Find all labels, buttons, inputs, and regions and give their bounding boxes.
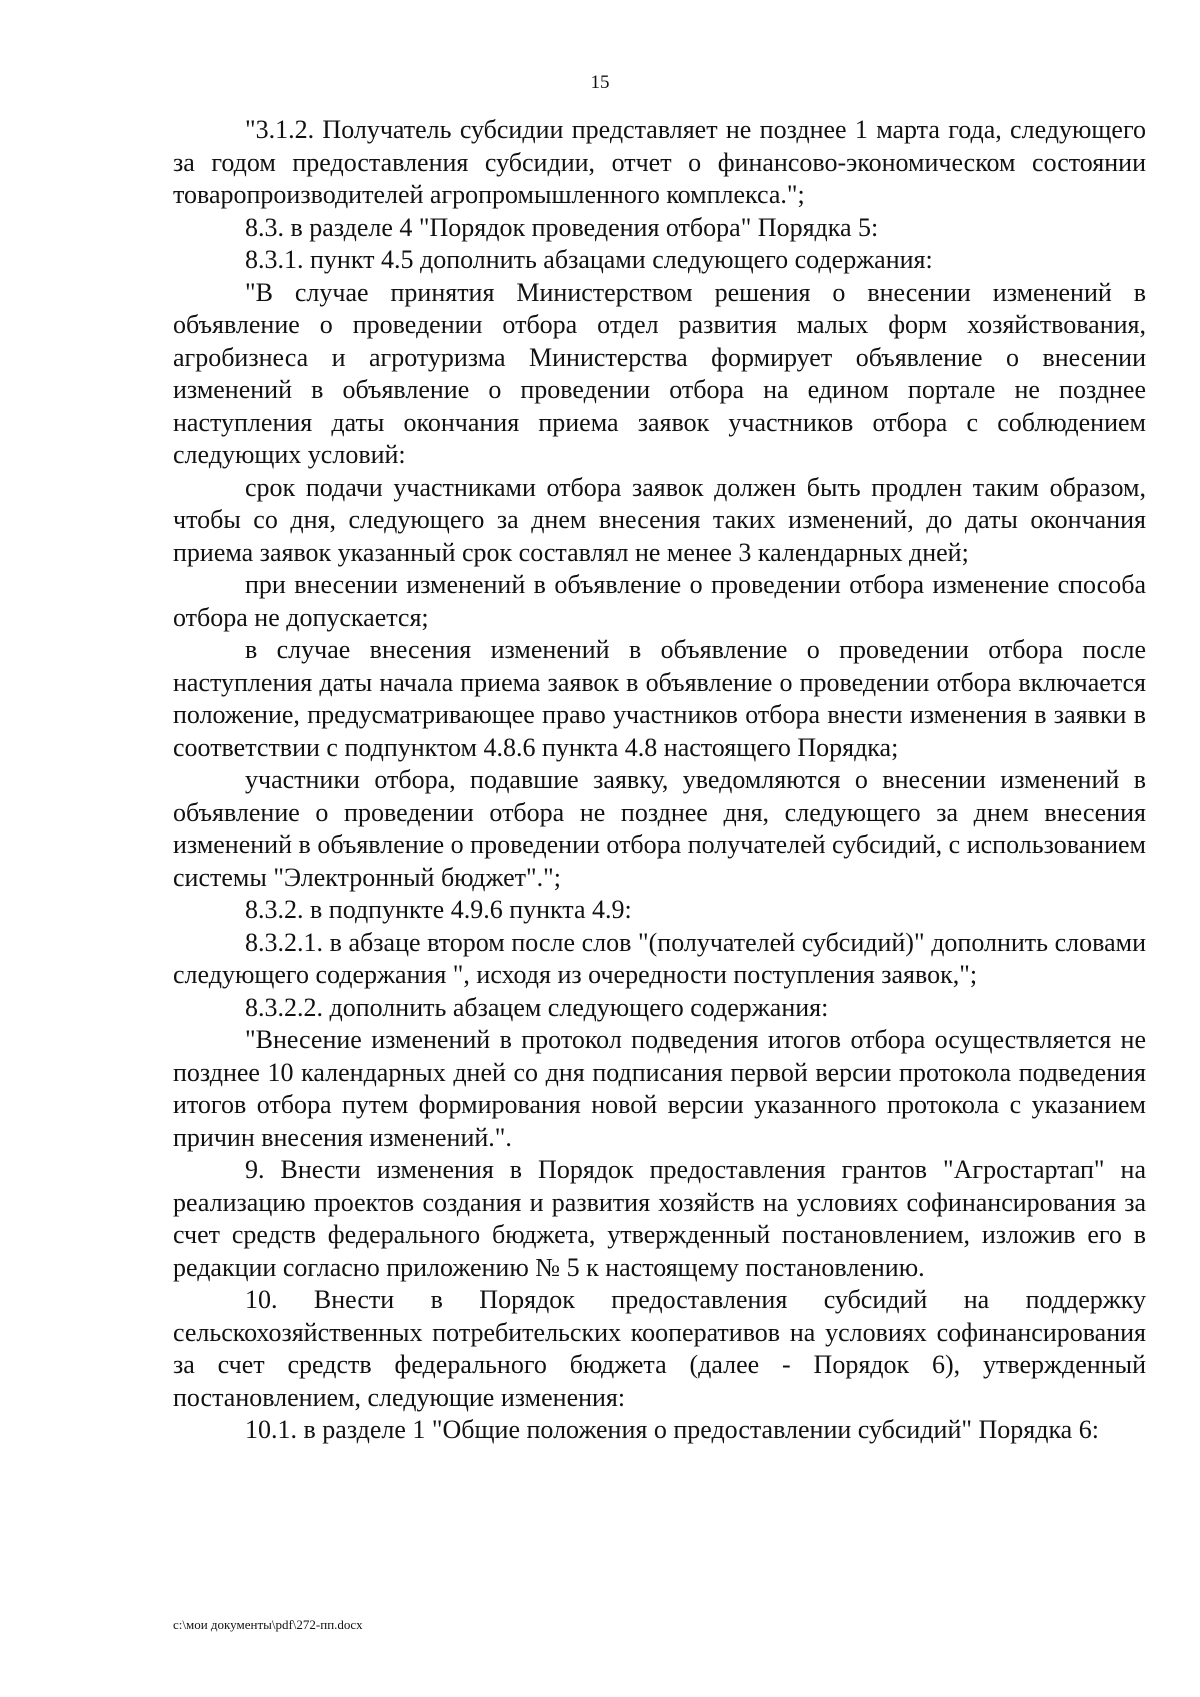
page-number: 15 xyxy=(590,72,610,93)
footer-file-path: c:\мои документы\pdf\272-пп.docx xyxy=(173,1617,363,1632)
paragraph: в случае внесения изменений в объявление о проведении отбора после наступления даты начала приема заявок в объявление о проведении отбора включается положение, предусматривающее право участников отбора внести изменения в заявки в соответствии с подпунктом 4.8.6 пункта 4.8 настоящего Порядка; xyxy=(173,635,1146,762)
paragraph: 8.3. в разделе 4 "Порядок проведения отбора" Порядка 5: xyxy=(245,212,879,242)
paragraph: при внесении изменений в объявление о проведении отбора изменение способа отбора не допускается; xyxy=(173,570,1146,632)
paragraph: "3.1.2. Получатель субсидии представляет не позднее 1 марта года, следующего за годом предоставления субсидии, отчет о финансово-экономическом состоянии товаропроизводителей агропромышленного комплекса."; xyxy=(173,115,1146,209)
paragraph: участники отбора, подавшие заявку, уведомляются о внесении изменений в объявление о проведении отбора не позднее дня, следующего за днем внесения изменений в объявление о проведении отбора получателей субсидий, с использованием системы "Электронный бюджет"."; xyxy=(173,765,1146,892)
paragraph: 8.3.2.1. в абзаце втором после слов "(получателей субсидий)" дополнить словами следующего содержания ", исходя из очередности поступления заявок,"; xyxy=(173,927,1146,989)
paragraph: 8.3.2. в подпункте 4.9.6 пункта 4.9: xyxy=(245,895,632,924)
paragraph: "Внесение изменений в протокол подведения итогов отбора осуществляется не позднее 10 календарных дней со дня подписания первой версии протокола подведения итогов отбора путем формирования новой версии указанного протокола с указанием причин внесения изменений.". xyxy=(173,1025,1146,1152)
paragraph: 9. Внести изменения в Порядок предоставления грантов "Агростартап" на реализацию проектов создания и развития хозяйств на условиях софинансирования за счет средств федерального бюджета, утвержденный постановлением, изложив его в редакции согласно приложению № 5 к настоящему постановлению. xyxy=(173,1155,1146,1282)
paragraph: "В случае принятия Министерством решения о внесении изменений в объявление о проведении отбора отдел развития малых форм хозяйствования, агробизнеса и агротуризма Министерства формирует объявление о внесении изменений в объявление о проведении отбора на едином портале не позднее наступления даты окончания приема заявок участников отбора с соблюдением следующих условий: xyxy=(173,277,1146,469)
document-body xyxy=(173,114,1146,1447)
paragraph: 8.3.2.2. дополнить абзацем следующего содержания: xyxy=(245,992,829,1022)
paragraph: 10. Внести в Порядок предоставления субсидий на поддержку сельскохозяйственных потребительских кооперативов на условиях софинансирования за счет средств федерального бюджета (далее - Порядок 6), утвержденный постановлением, следующие изменения: xyxy=(173,1285,1146,1412)
paragraph: 8.3.1. пункт 4.5 дополнить абзацами следующего содержания: xyxy=(245,245,933,274)
paragraph: срок подачи участниками отбора заявок должен быть продлен таким образом, чтобы со дня, следующего за днем внесения таких изменений, до даты окончания приема заявок указанный срок составлял не менее 3 календарных дней; xyxy=(173,472,1146,567)
paragraph: 10.1. в разделе 1 "Общие положения о предоставлении субсидий" Порядка 6: xyxy=(245,1415,1099,1444)
